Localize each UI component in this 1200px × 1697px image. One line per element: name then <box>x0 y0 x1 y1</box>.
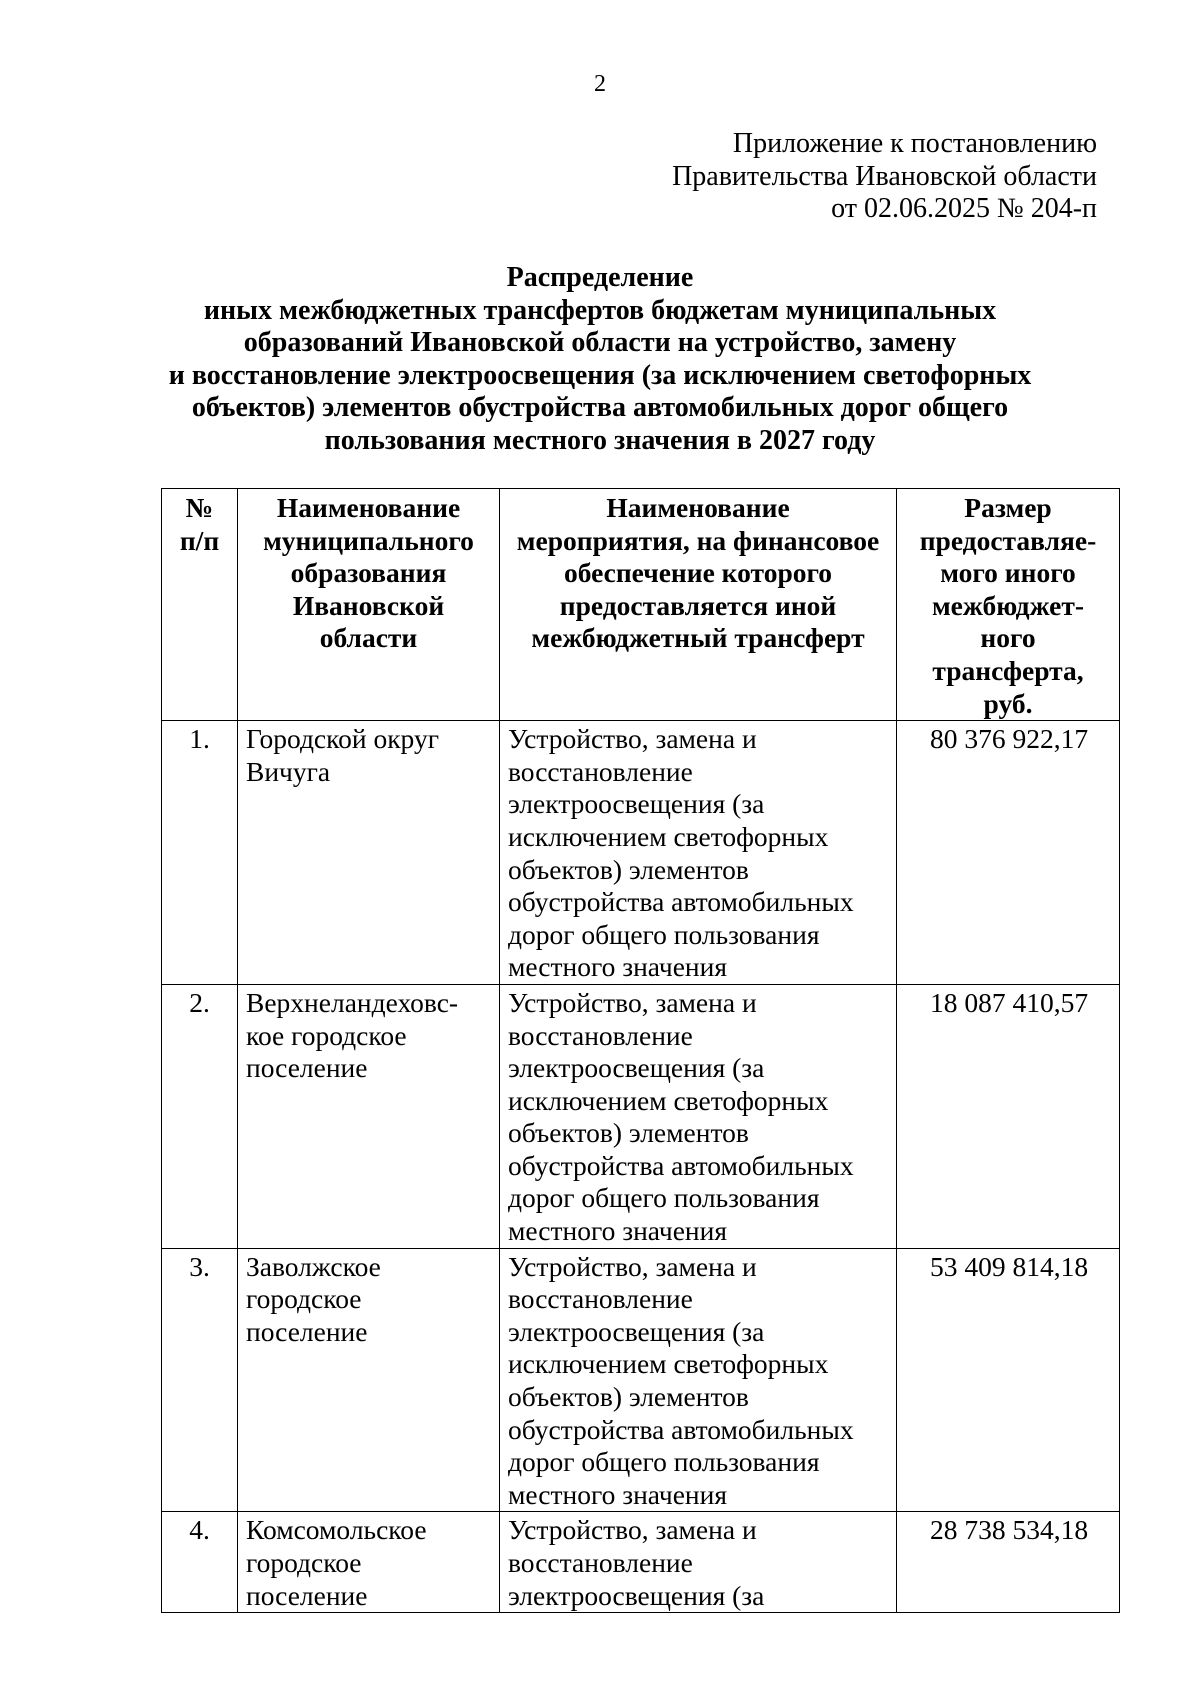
header-line: муниципального <box>263 524 474 556</box>
row-amount: 53 409 814,18 <box>897 1248 1120 1512</box>
table-row <box>162 1512 1120 1613</box>
cell-line: восстановление <box>508 1283 693 1315</box>
cell-line: объектов) элементов <box>508 1381 749 1413</box>
header-line: Ивановской <box>292 589 445 621</box>
cell-line: местного значения <box>508 951 728 983</box>
cell-line: исключением светофорных <box>508 1084 829 1116</box>
cell-line: дорог общего пользования <box>508 1182 820 1214</box>
distribution-table <box>161 488 1120 1613</box>
header-line: области <box>319 622 418 654</box>
row-number: 2. <box>162 984 238 1248</box>
header-line: межбюджет- <box>931 589 1085 621</box>
row-municipality <box>238 1512 500 1613</box>
header-number <box>162 489 238 721</box>
table-row <box>162 721 1120 985</box>
page-number: 2 <box>594 71 606 97</box>
cell-line: обустройства автомобильных <box>508 886 854 918</box>
cell-line: поселение <box>246 1052 368 1084</box>
cell-line: Устройство, замена и <box>508 723 757 755</box>
cell-line: объектов) элементов <box>508 1117 749 1149</box>
header-line: предоставляе- <box>919 524 1097 556</box>
row-municipality <box>238 1248 500 1512</box>
row-amount: 28 738 534,18 <box>897 1512 1120 1613</box>
header-line: ного <box>980 622 1036 654</box>
header-line: трансферта, <box>932 654 1084 686</box>
appendix-line: от 02.06.2025 № 204-п <box>831 193 1097 224</box>
cell-line: электроосвещения (за <box>508 1315 765 1347</box>
title-line: пользования местного значения в 2027 году <box>324 424 876 456</box>
header-line: Наименование <box>276 492 461 523</box>
cell-line: дорог общего пользования <box>508 918 820 950</box>
cell-line: Комсомольское <box>246 1514 427 1546</box>
cell-line: Устройство, замена и <box>508 1250 757 1282</box>
row-activity <box>500 1512 897 1613</box>
header-line: мого иного <box>940 557 1076 589</box>
row-number: 3. <box>162 1248 238 1512</box>
document-title <box>0 262 1200 457</box>
row-municipality <box>238 984 500 1248</box>
header-line: образования <box>290 557 447 589</box>
cell-line: электроосвещения (за <box>508 1579 765 1611</box>
cell-line: городское <box>246 1283 362 1315</box>
cell-line: обустройства автомобильных <box>508 1149 854 1181</box>
cell-line: электроосвещения (за <box>508 1052 765 1084</box>
cell-line: Верхнеландеховс- <box>246 986 459 1018</box>
header-line: № <box>185 492 214 523</box>
cell-line: восстановление <box>508 755 693 787</box>
header-line: межбюджетный трансферт <box>531 622 865 654</box>
row-municipality <box>238 721 500 985</box>
cell-line: поселение <box>246 1315 368 1347</box>
row-number: 1. <box>162 721 238 985</box>
table-row <box>162 1248 1120 1512</box>
header-line: мероприятия, на финансовое <box>516 524 880 556</box>
row-activity <box>500 721 897 985</box>
row-amount: 80 376 922,17 <box>897 721 1120 985</box>
cell-line: Устройство, замена и <box>508 1514 757 1546</box>
cell-line: Вичуга <box>246 755 331 787</box>
title-line: и восстановление электроосвещения (за исключением светофорных <box>168 359 1032 391</box>
appendix-line: Правительства Ивановской области <box>672 160 1097 192</box>
cell-line: Устройство, замена и <box>508 986 757 1018</box>
row-number: 4. <box>162 1512 238 1613</box>
cell-line: поселение <box>246 1579 368 1611</box>
cell-line: исключением светофорных <box>508 820 829 852</box>
cell-line: восстановление <box>508 1547 693 1578</box>
header-amount <box>897 489 1120 721</box>
table-row <box>162 984 1120 1248</box>
header-activity <box>500 489 897 721</box>
cell-line: обустройства автомобильных <box>508 1413 854 1445</box>
title-line: иных межбюджетных трансфертов бюджетам муниципальных <box>203 294 997 326</box>
row-activity <box>500 1248 897 1512</box>
appendix-note <box>672 128 1097 226</box>
cell-line: Заволжское <box>246 1250 381 1282</box>
cell-line: дорог общего пользования <box>508 1446 820 1478</box>
cell-line: объектов) элементов <box>508 853 749 885</box>
header-line: Наименование <box>606 492 790 523</box>
cell-line: местного значения <box>508 1215 728 1247</box>
cell-line: кое городское <box>246 1019 407 1051</box>
header-line: обеспечение которого <box>563 557 833 589</box>
row-amount: 18 087 410,57 <box>897 984 1120 1248</box>
title-line: образований Ивановской области на устройство, замену <box>243 327 957 358</box>
row-activity <box>500 984 897 1248</box>
cell-line: городское <box>246 1547 362 1578</box>
cell-line: Городской округ <box>246 723 439 755</box>
table-header-row <box>162 489 1120 721</box>
cell-line: восстановление <box>508 1019 693 1051</box>
header-municipality <box>238 489 500 721</box>
title-line: Распределение <box>506 262 694 293</box>
cell-line: исключением светофорных <box>508 1348 829 1380</box>
header-line: п/п <box>179 524 220 556</box>
title-line: объектов) элементов обустройства автомобильных дорог общего <box>191 392 1009 423</box>
cell-line: электроосвещения (за <box>508 788 765 820</box>
header-line: руб. <box>983 687 1033 719</box>
header-line: предоставляется иной <box>559 589 837 621</box>
cell-line: местного значения <box>508 1478 728 1510</box>
header-line: Размер <box>964 492 1052 523</box>
appendix-line: Приложение к постановлению <box>732 128 1097 159</box>
